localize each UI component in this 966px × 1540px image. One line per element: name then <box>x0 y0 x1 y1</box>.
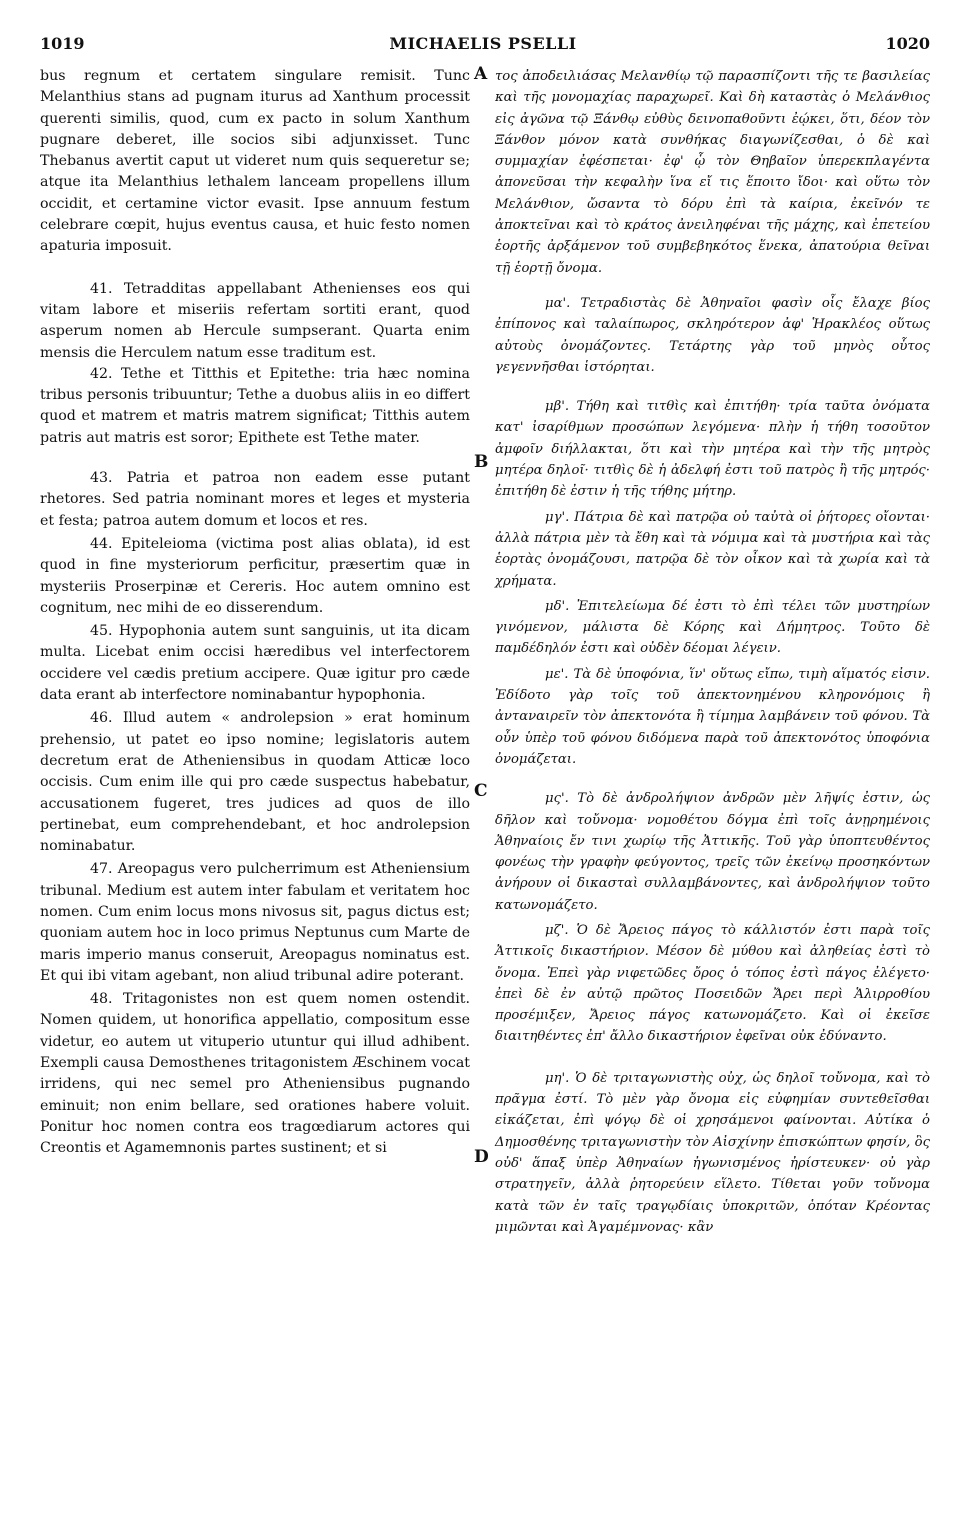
page-number-left: 1019 <box>40 34 85 53</box>
section-marker-d: D <box>474 1147 489 1167</box>
latin-paragraph: 47. Areopagus vero pulcherrimum est Atheniensium tribunal. Medium est autem inter fabulam et veritatem hoc nomen. Cum enim locus mons nivosus sit, pagus dictus est; quoniam autem hoc in loco primus Neptunus cum Marte de maris imperio manus conseruit, Areopagus nominatus est. Et qui ibi vitam agebant, non aliud tribunal adire poterant. <box>40 861 470 984</box>
latin-paragraph: 42. Tethe et Titthis et Epitethe: tria hæc nomina tribus personis tribuuntur; Tethe a duobus aliis in eo differt quod et matrem et matris matrem significat; Titthis autem patris aut matris est soror; Epithete est Tethe mater. <box>40 365 470 446</box>
latin-paragraph: 41. Tetradditas appellabant Athenienses eos qui vitam labore et miseriis refertam sortiti erant, quod asperum nomen ab Hercule sumpserant. Quarta enim mensis die Herculem natum esse traditum est. <box>40 280 470 361</box>
section-marker-b: B <box>474 452 489 472</box>
latin-paragraph: 45. Hypophonia autem sunt sanguinis, ut ita dicam multa. Licebat enim occisi hæredibus vel interfectorem occidere vel cædis pretium accipere. Quæ igitur pro cæde data erant ab interfectore nominabantur hypophonia. <box>40 623 470 704</box>
running-title: MICHAELIS PSELLI <box>389 34 577 53</box>
latin-paragraph: bus regnum et certatem singulare remisit. Tunc Melanthius stans ad pugnam iturus ad Xanthum processit querenti similis, quod, cum ex pacto in solum Xanthum pugnare deberet, ille socios sibi adjunxisset. Tunc Thebanus avertit caput ut videret num quis sequeretur se; atque ita Melanthius lethalem lanceam propellens illum occidit, et certamine victor evasit. Ipse annuum festum celebrare cœpit, hujus eventus causa, et huic festo nomen apaturia imposuit. <box>40 68 470 255</box>
latin-paragraph: 48. Tritagonistes non est quem nomen ostendit. Nomen quidem, ut honorifica appellatio, compositum esse videtur, eo autem ut vituperio utuntur qui illud adhibent. Exempli causa Demosthenes tritagonistem Æschinem vocat irridens, qui nec semel pro Atheniensibus pugnando eminuit; non enim bellare, sed orationes habere voluit. Ponitur hoc nomen contra eos tragœdiarum actores qui Creontis et Agamemnonis partes sustinent; et si <box>40 991 470 1157</box>
greek-paragraph: μη'. Ὁ δὲ τριταγωνιστὴς οὐχ, ὡς δηλοῖ τοὔνομα, καὶ τὸ πρᾶγμα ἐστί. Τὸ μὲν γὰρ ὄνομα εἰς εὐφημίαν συντεθεῖσθαι εἰκάζεται, ἐπὶ ψόγῳ δὲ οἱ χρησάμενοι φαίνονται. Αὐτίκα ὁ Δημοσθένης τριταγωνιστὴν τὸν Αἰσχίνην ἐπισκώπτων φησίν, ὃς οὐδ' ἅπαξ ὑπὲρ Ἀθηναίων ἠγωνισμένος ἠρίστευκεν· οὐ γὰρ στρατηγεῖν, ἀλλὰ ῥητορεύειν εἵλετο. Τίθεται γοῦν τοὔνομα κατὰ τῶν ἐν ταῖς τραγῳδίαις ὑποκριτῶν, ὁπόταν Κρέοντας μιμῶνται καὶ Ἀγαμέμνονας· κἂν <box>495 1070 930 1235</box>
greek-paragraph: με'. Τὰ δὲ ὑποφόνια, ἵν' οὕτως εἴπω, τιμὴ αἵματός εἰσιν. Ἐδίδοτο γὰρ τοῖς τοῦ ἀπεκτονημένου κληρονόμοις ἢ ἀνταναιρεῖν τὸν ἀπεκτονότα ἢ τίμημα λαμβάνειν τοῦ φόνου. Τὰ οὖν ὑπὲρ τοῦ φόνου διδόμενα παρὰ τοῦ ἀπεκτονότος ὑποφόνια ὀνομάζεται. <box>495 666 930 767</box>
greek-paragraph: τος ἀποδειλιάσας Μελανθίῳ τῷ παρασπίζοντι τῆς τε βασιλείας καὶ τῆς μονομαχίας παραχωρεῖ. Καὶ δὴ καταστὰς ὁ Μελάνθιος εἰς ἀγῶνα τῷ Ξάνθῳ εὐθὺς δεινοπαθοῦντι ἐῴκει, ὅτι, δέον τὸν Ξάνθον μόνον κατὰ συνθήκας διαγωνίζεσθαι, ὁ δὲ καὶ συμμαχίαν ἐφέσπεται· ἐφ' ᾧ τὸν Θηβαῖον ὑπερεκπλαγέντα ἀπονεῦσαι τὴν κεφαλὴν ἵνα εἴ τις ἕποιτο ἴδοι· καὶ οὕτω τὸν Μελάνθιον, ὤσαντα τὸ δόρυ ἐπὶ τὰ καίρια, ἐκεῖνόν τε ἀποκτεῖναι καὶ τὸ κράτος ἀνειληφέναι τῆς μάχης, καὶ ἐπετείου ἑορτῆς ἀρξάμενον τοῦ συμβεβηκότος ἕνεκα, ἀπατούρια θεῖναι τῇ ἑορτῇ ὄνομα. <box>495 69 930 276</box>
greek-paragraph: μβ'. Τήθη καὶ τιτθὶς καὶ ἐπιτήθη· τρία ταῦτα ὀνόματα κατ' ἰσαρίθμων προσώπων λεγόμενα· πλὴν ἡ τήθη τοσοῦτον ἀμφοῖν διήλλακται, ὅτι καὶ τὴν μητέρα καὶ τὴν τῆς μητρὸς μητέρα δηλοῖ· τιτθὶς δὲ ἡ ἀδελφή ἐστι τοῦ πατρὸς ἢ τῆς μητρός· ἐπιτήθη δὲ ἐστιν ἡ τῆς τήθης μήτηρ. <box>495 399 930 500</box>
greek-paragraph: μζ'. Ὁ δὲ Ἄρειος πάγος τὸ κάλλιστόν ἐστι παρὰ τοῖς Ἀττικοῖς δικαστήριον. Μέσον δὲ μύθου καὶ ἀληθείας ἐστὶ τὸ ὄνομα. Ἐπεὶ γὰρ νιφετῶδες ὄρος ὁ τόπος ἐστὶ πάγος ἐλέγετο· ἐπεὶ δὲ ἐν αὐτῷ πρῶτος Ποσειδῶν Ἄρει περὶ Ἁλιρροθίου προσέμιξεν, Ἄρειος πάγος κατωνομάζετο. Καὶ οἱ ἐκεῖσε διαιτηθέντες ἐπ' ἄλλο δικαστήριον ἐφεῖναι οὐκ ἐδύναντο. <box>495 922 930 1045</box>
greek-paragraph: μα'. Τετραδιστὰς δὲ Ἀθηναῖοι φασὶν οἷς ἔλαχε βίος ἐπίπονος καὶ ταλαίπωρος, σκληρότερον ἀφ' Ἡρακλέος οὕτως αὐτοὺς ὀνομάζοντες. Τετάρτης γὰρ τοῦ μηνὸς οὗτος γεγεννῆσθαι ἱστόρηται. <box>495 295 930 375</box>
page-header <box>0 34 966 58</box>
section-marker-c: C <box>474 781 488 801</box>
latin-paragraph: 43. Patria et patroa non eadem esse putant rhetores. Sed patria nominant mores et leges et mysteria et festa; patroa autem domum et locos et res. <box>40 470 470 529</box>
section-marker-a: A <box>474 64 488 84</box>
greek-paragraph: μδ'. Ἐπιτελείωμα δέ ἐστι τὸ ἐπὶ τέλει τῶν μυστηρίων γινόμενον, μάλιστα δὲ Κόρης καὶ Δήμητρος. Τοῦτο δὲ παμδέδηλόν ἐστι καὶ οὐδὲν δέομαι λέγειν. <box>495 598 930 657</box>
greek-paragraph: μγ'. Πάτρια δὲ καὶ πατρῷα οὐ ταὐτὰ οἱ ῥήτορες οἴονται· ἀλλὰ πάτρια μὲν τὰ ἔθη καὶ τὰ νόμιμα καὶ τὰ μυστήρια καὶ τὰς ἑορτὰς ὀνομάζουσι, πατρῷα δὲ τὸν οἶκον καὶ τὰ χωρία καὶ τὰ χρήματα. <box>495 509 930 589</box>
latin-column <box>40 66 470 1160</box>
greek-column <box>495 66 930 1238</box>
greek-paragraph: μς'. Τὸ δὲ ἀνδρολήψιον ἀνδρῶν μὲν λῆψίς ἐστιν, ὡς δῆλον καὶ τοὔνομα· νομοθέτου δόγμα ἐπὶ τοῖς ἀνῃρημένοις Ἀθηναίοις ἔν τινι χωρίῳ τῆς Ἀττικῆς. Τοῦ γὰρ ὑποπτευθέντος φονέως τὴν γραφὴν φεύγοντος, τρεῖς τῶν ἐκείνῳ προσηκόντων ἀνήρουν οἱ δικασταὶ συλλαμβάνοντες, καὶ ἀνδρολήψιον τοῦτο κατωνομάζετο. <box>495 791 930 913</box>
latin-paragraph: 46. Illud autem « androlepsion » erat hominum prehensio, ut patet eo ipso nomine; legislatoris autem decretum erat de Atheniensibus in quodam Atticæ loco occisis. Cum enim ille qui pro cæde suspectus habebatur, accusationem fugeret, tres judices ad quos de illo pertinebat, eum comprehendebant, et hoc androlepsion nominabatur. <box>40 710 470 855</box>
latin-paragraph: 44. Epiteleioma (victima post alias oblata), id est quod in fine mysteriorum perficitur, præsertim quæ in mysteriis Proserpinæ et Cereris. Hoc autem omnino est cognitum, nec mihi de eo disserendum. <box>40 535 470 616</box>
page-number-right: 1020 <box>885 34 930 53</box>
